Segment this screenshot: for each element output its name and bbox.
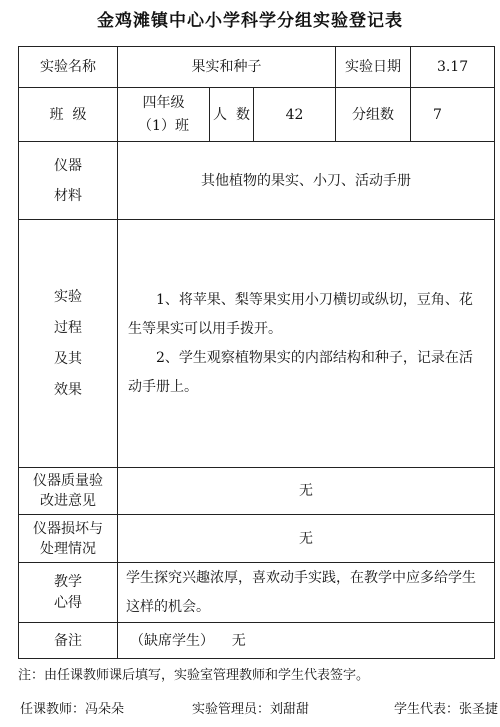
row-reflection <box>19 563 495 623</box>
process-step-1: 1、将苹果、梨等果实用小刀横切或纵切，豆角、花生等果实可以用手拨开。 <box>128 291 473 337</box>
instruments-value: 其他植物的果实、小刀、活动手册 <box>118 142 495 220</box>
experiment-record-table <box>18 46 495 659</box>
people-label: 人 数 <box>210 88 254 142</box>
remarks-value: （缺席学生） 无 <box>118 623 495 659</box>
experiment-name-value: 果实和种子 <box>118 47 336 88</box>
process-description <box>118 220 495 468</box>
lab-manager-signature: 实验管理员：刘甜甜 <box>192 702 310 717</box>
instruments-label-line1: 仪器 <box>54 157 82 174</box>
instruments-label-line2: 材料 <box>54 187 82 204</box>
process-label-line1: 实验 <box>54 288 82 305</box>
reflection-label-line1: 教学 <box>54 573 82 590</box>
row-damage <box>19 515 495 563</box>
class-label: 班 级 <box>19 88 118 142</box>
quality-label-line1: 仪器质量验 <box>33 473 103 489</box>
reflection-label <box>19 563 118 623</box>
process-label-line4: 效果 <box>54 381 82 398</box>
row-remarks <box>19 623 495 659</box>
footer-note: 注：由任课教师课后填写，实验室管理教师和学生代表签字。 <box>18 668 370 683</box>
remarks-label: 备注 <box>19 623 118 659</box>
experiment-date-label: 实验日期 <box>336 47 411 88</box>
class-number: （1）班 <box>138 117 189 134</box>
quality-value: 无 <box>118 468 495 515</box>
process-label <box>19 220 118 468</box>
groups-label: 分组数 <box>336 88 411 142</box>
row-experiment-name <box>19 47 495 88</box>
experiment-date-value: 3.17 <box>411 47 495 88</box>
quality-label-line2: 改进意见 <box>40 493 96 509</box>
instruments-label <box>19 142 118 220</box>
row-class <box>19 88 495 142</box>
class-grade: 四年级 <box>142 94 185 111</box>
quality-label <box>19 468 118 515</box>
reflection-value: 学生探究兴趣浓厚，喜欢动手实践，在教学中应多给学生这样的机会。 <box>118 563 495 623</box>
teacher-signature: 任课教师：冯朵朵 <box>20 702 125 717</box>
process-label-line3: 及其 <box>54 350 82 367</box>
damage-label-line2: 处理情况 <box>40 540 96 557</box>
class-value <box>118 88 210 142</box>
row-instruments <box>19 142 495 220</box>
process-step-2: 2、学生观察植物果实的内部结构和种子，记录在活动手册上。 <box>128 349 473 395</box>
process-label-line2: 过程 <box>54 319 82 336</box>
experiment-name-label: 实验名称 <box>19 47 118 88</box>
student-rep-signature: 学生代表：张圣捷 <box>394 702 499 717</box>
damage-value: 无 <box>118 515 495 563</box>
row-process <box>19 220 495 468</box>
row-quality <box>19 468 495 515</box>
damage-label-line1: 仪器损坏与 <box>33 520 103 537</box>
reflection-label-line2: 心得 <box>54 594 82 611</box>
form-title: 金鸡滩镇中心小学科学分组实验登记表 <box>97 11 403 31</box>
people-value: 42 <box>254 88 336 142</box>
damage-label <box>19 515 118 563</box>
groups-value: 7 <box>411 88 495 142</box>
